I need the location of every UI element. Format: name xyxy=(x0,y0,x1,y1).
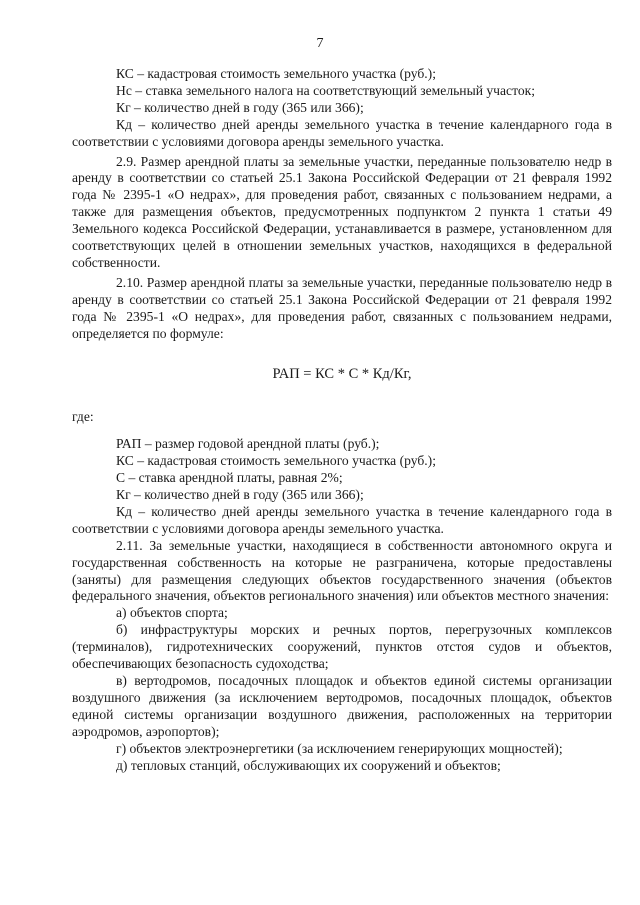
where-label: где: xyxy=(72,409,94,425)
definition-ks-2: КС – кадастровая стоимость земельного участка (руб.); xyxy=(116,453,436,469)
document-body xyxy=(72,66,612,774)
paragraph-2-9: 2.9. Размер арендной платы за земельные участки, переданные пользователю недр в аренду в соответствии со статьей 25.1 Закона Российской Федерации от 21 февраля 1992 года № 2395-1 «О недрах», для проведения работ, связанных с пользованием недрами, а также для размещения объектов, предусмотренных подпунктом 2 пункта 1 статьи 49 Земельного кодекса Российской Федерации, устанавливается в размере, установленном для соответствующих целей в отношении земельных участков, находящихся в федеральной собственности. xyxy=(72,153,612,270)
paragraph-2-11: 2.11. За земельные участки, находящиеся в собственности автономного округа и государственная собственность на которые не разграничена, которые предоставлены (заняты) для размещения следующих объектов государственного значения (объектов федерального значения, объектов регионального значения) или объектов местного значения: xyxy=(72,537,612,604)
definition-s: С – ставка арендной платы, равная 2%; xyxy=(116,470,343,486)
definition-kg: Кг – количество дней в году (365 или 366); xyxy=(116,99,364,115)
definition-ns: Нс – ставка земельного налога на соответствующий земельный участок; xyxy=(116,82,536,98)
formula: РАП = КС * С * Кд/Кг, xyxy=(272,365,412,382)
list-item-d: д) тепловых станций, обслуживающих их сооружений и объектов; xyxy=(116,757,501,773)
definition-ks: КС – кадастровая стоимость земельного участка (руб.); xyxy=(116,66,436,81)
definition-kd: Кд – количество дней аренды земельного участка в течение календарного года в соответствии с условиями договора аренды земельного участка. xyxy=(72,116,612,149)
page-number: 7 xyxy=(316,36,324,51)
definition-kd-2: Кд – количество дней аренды земельного участка в течение календарного года в соответствии с условиями договора аренды земельного участка. xyxy=(72,503,612,536)
list-item-b: б) инфраструктуры морских и речных портов, перегрузочных комплексов (терминалов), гидротехнических сооружений, пунктов отстоя судов и объектов, обеспечивающих безопасность судоходства; xyxy=(72,622,612,672)
list-item-g: г) объектов электроэнергетики (за исключением генерирующих мощностей); xyxy=(116,740,563,756)
list-item-v: в) вертодромов, посадочных площадок и объектов единой системы организации воздушного движения (за исключением вертодромов, посадочных площадок, объектов единой системы организации воздушного движения, расположенных на территории аэродромов, аэропортов); xyxy=(72,673,612,739)
definition-rap: РАП – размер годовой арендной платы (руб.); xyxy=(116,436,380,452)
list-item-a: а) объектов спорта; xyxy=(116,605,228,621)
definition-kg-2: Кг – количество дней в году (365 или 366); xyxy=(116,487,364,503)
paragraph-2-10: 2.10. Размер арендной платы за земельные участки, переданные пользователю недр в аренду в соответствии со статьей 25.1 Закона Российской Федерации от 21 февраля 1992 года № 2395-1 «О недрах», для проведения работ, связанных с пользованием недрами, определяется по формуле: xyxy=(72,274,612,341)
